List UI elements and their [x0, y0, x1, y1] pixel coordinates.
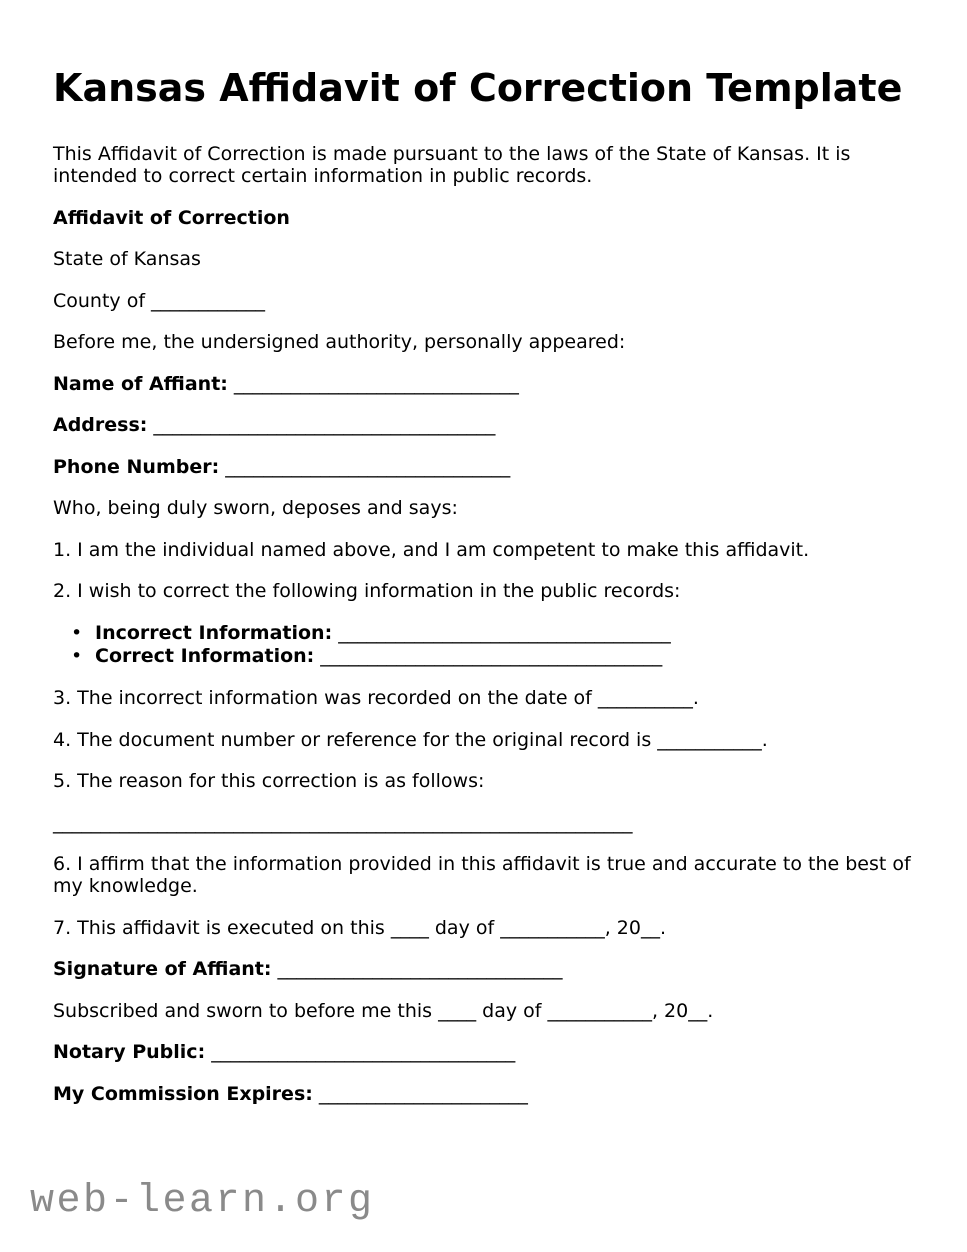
notary-public-blank: ________________________________ — [205, 1041, 516, 1063]
address-label: Address: — [53, 414, 148, 436]
name-of-affiant-field — [53, 373, 914, 395]
watermark-text: web-learn.org — [30, 1179, 375, 1224]
intro-paragraph: This Affidavit of Correction is made pursuant to the laws of the State of Kansas. It is intended to correct certain information in public records. — [53, 143, 851, 187]
page-title: Kansas Affidavit of Correction Template — [53, 66, 903, 110]
subscribed-line: Subscribed and sworn to before me this ____ day of ___________, 20__. — [53, 999, 714, 1022]
name-of-affiant-blank: ______________________________ — [227, 372, 519, 395]
statement-6: 6. I affirm that the information provided in this affidavit is true and accurate to the best of my knowledge. — [53, 853, 911, 897]
section-heading: Affidavit of Correction — [53, 206, 290, 229]
commission-expires-label: My Commission Expires: — [53, 1082, 313, 1105]
signature-blank: ______________________________ — [271, 958, 563, 980]
phone-number-label: Phone Number: — [53, 455, 220, 478]
correct-information-blank: ____________________________________ — [314, 644, 663, 667]
address-blank: ____________________________________ — [147, 414, 496, 436]
statement-1: 1. I am the individual named above, and I am competent to make this affidavit. — [53, 538, 810, 561]
notary-public-label: Notary Public: — [53, 1041, 206, 1063]
phone-number-field — [53, 456, 914, 478]
state-line: State of Kansas — [53, 248, 201, 270]
phone-number-blank: ______________________________ — [219, 455, 511, 478]
commission-expires-blank: ______________________ — [312, 1082, 528, 1105]
incorrect-information-blank: ___________________________________ — [332, 621, 671, 644]
incorrect-information-label: Incorrect Information: — [95, 621, 333, 644]
address-field — [53, 414, 914, 436]
county-line: County of ____________ — [53, 289, 266, 312]
appearance-line: Before me, the undersigned authority, personally appeared: — [53, 331, 626, 353]
sworn-line: Who, being duly sworn, deposes and says: — [53, 497, 458, 519]
correct-information-item — [95, 645, 914, 668]
statement-5: 5. The reason for this correction is as follows: — [53, 770, 485, 792]
signature-field — [53, 958, 914, 980]
correct-information-label: Correct Information: — [95, 644, 315, 667]
statement-2: 2. I wish to correct the following information in the public records: — [53, 580, 681, 602]
commission-expires-field — [53, 1083, 914, 1105]
signature-label: Signature of Affiant: — [53, 958, 272, 980]
statement-4: 4. The document number or reference for the original record is ___________. — [53, 728, 768, 751]
incorrect-information-item — [95, 622, 914, 645]
reason-blank-line: _____________________________________________________________ — [53, 811, 633, 834]
correction-list — [53, 622, 914, 668]
notary-public-field — [53, 1041, 914, 1063]
statement-7: 7. This affidavit is executed on this ____ day of ___________, 20__. — [53, 916, 667, 939]
name-of-affiant-label: Name of Affiant: — [53, 372, 228, 395]
statement-3: 3. The incorrect information was recorded on the date of __________. — [53, 687, 699, 709]
